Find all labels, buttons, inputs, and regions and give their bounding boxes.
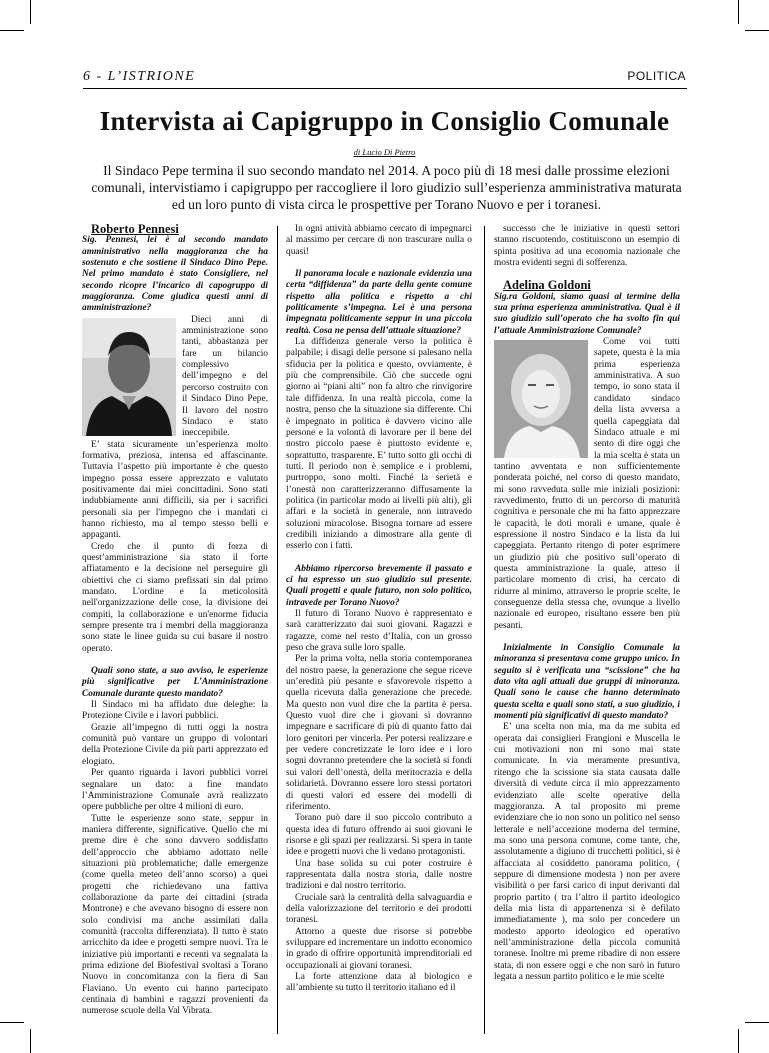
answer: Credo che il punto di forza di quest’amministrazione sia stato il forte affiatamento e la decisione nel perseguire gli obiettivi che ci siamo prefissati sin dal primo mandato. L'ordine e la meticolosità nell'organizzazione delle cose, la divisione dei compiti, la collaborazione e un'enorme fiducia sempre presente tra i membri della maggioranza sono state le linee guida su cui basare il nostro operato. — [82, 541, 268, 654]
answer: Cruciale sarà la centralità della salvaguardia e della valorizzazione del territorio e dei prodotti toranesi. — [286, 892, 472, 926]
column-2 — [286, 224, 472, 995]
article-title: Intervista ai Capigruppo in Consiglio Comunale — [99, 106, 670, 136]
column-rule — [277, 226, 278, 1034]
column-rule — [484, 226, 485, 1034]
column-1 — [82, 224, 268, 1018]
answer: La forte attenzione data al biologico e all’ambiente su tutto il territorio italiano ed il — [286, 972, 472, 994]
question: Inizialmente in Consiglio Comunale la minoranza si presentava come gruppo unico. In seguito si è verificata una “scissione” che ha dato vita agli attuali due gruppi di minoranza. Quali sono le cause che hanno determinato questa scelta e quali sono stati, a suo giudizio, i momenti più significativi di questo mandato? — [494, 643, 680, 722]
question: Il panorama locale e nazionale evidenzia una certa “diffidenza” da parte della gente comune rispetto alla politica e rispetto a chi politicamente s’impegna. Lei è una persona impegnata politicamente seppur in una piccola realtà. Cosa ne pensa dell’attuale situazione? — [286, 269, 472, 336]
answer: In ogni attività abbiamo cercato di impegnarci al massimo per cercare di non trascurare nulla o quasi! — [286, 224, 472, 257]
answer: Tutte le esperienze sono state, seppur in maniera differente, significative. Quello che mi preme dire è che sono davvero soddisfatto dell’approccio che abbiamo adottato nelle situazioni più problematiche; dalle emergenze (come quella meteo dell’anno scorso) a quei progetti che richiedevano una fattiva collaborazione da parte dei cittadini (strada Montrone) e che avevano bisogno di essere non solo condivisi ma anche assimilati dalla comunità (raccolta differenziata). Il tutto è stato arricchito da idee e progetti sempre nuovi. Tra le iniziative più importanti e recenti va segnalata la prima edizione del Biofestival svoltasi a Torano Nuovo in concomitanza con la fiera di San Flaviano. Un evento cui hanno partecipato centinaia di bambini e ragazzi provenienti da numerose scuole della Val Vibrata. — [82, 813, 268, 1017]
portrait-photo — [494, 340, 588, 458]
page-label: 6 - L’ISTRIONE — [83, 69, 196, 84]
section-label: POLITICA — [627, 69, 686, 83]
answer: Torano può dare il suo piccolo contributo a questa idea di futuro offrendo ai suoi giovani le risorse e gli spazi per realizzarsi. Si spera in tante idee e progetti nuovi che li vedano protagonisti. — [286, 813, 472, 858]
answer: Per quanto riguarda i lavori pubblici vorrei segnalare un dato: a fine mandato l’Amministrazione Comunale avrà realizzato opere pubbliche per oltre 4 milioni di euro. — [82, 768, 268, 813]
answer: E’ stata sicuramente un’esperienza molto formativa, preziosa, intensa ed affascinante. Tuttavia l’aspetto più importante è che questo impegno possa essere apprezzato e valutato positivamente dai miei concittadini. Sono stati indubbiamente anni difficili, sia per i sacrifici personali sia per l'impegno che i mandati ci hanno richiesto, ma al tempo stesso belli e appaganti. — [82, 439, 268, 541]
crop-mark — [0, 1022, 24, 1023]
answer: Attorno a queste due risorse si potrebbe sviluppare ed incrementare un indotto economico in grado di offrire opportunità imprenditoriali ed occupazionali ai giovani toranesi. — [286, 926, 472, 971]
crop-mark — [745, 30, 769, 31]
portrait-woman-icon — [494, 340, 588, 458]
answer: Grazie all’impegno di tutti oggi la nostra comunità può vantare un gruppo di volontari della Protezione Civile da più parti apprezzato ed elogiato. — [82, 722, 268, 767]
crop-mark — [30, 0, 31, 24]
answer: E’ una scelta non mia, ma da me subita ed operata dai consiglieri Frangioni e Muscella le cui motivazioni non mi sono mai state comunicate. In via meramente presuntiva, ritengo che la scissione sia stata causata dalle diversità di vedute circa il mio apprezzamento evidenziato alle scelte operative della maggioranza. A tal proposito mi preme evidenziare che io non sono un politico nel senso letterale e nell’accezione moderna del termine, ma sono una persona comune, come tante, che, assolutamente a digiuno di trucchetti politici, si è affacciata al cosiddetto panorama politico, ( seppure di dimensione modesta ) non per avere visibilità o per farsi carico di input derivanti dal proprio partito ( tra l’altro il partito ideologico della mia lista di appartenenza si è defilato immediatamente ), ma solo per concedere un modesto apporto ideologico ed operativo nell’amministrazione della piccola comunità toranese. Inoltre mi preme ribadire di non essere stata, di non essere oggi e che non sarò in futuro legata a nessun partito politico e le mie scelte — [494, 722, 680, 982]
crop-mark — [738, 0, 739, 24]
answer: Il Sindaco mi ha affidato due deleghe: la Protezione Civile e i lavori pubblici. — [82, 700, 268, 722]
article-byline: di Lucio Di Pietro — [353, 147, 416, 157]
article-lead: Il Sindaco Pepe termina il suo secondo mandato nel 2014. A poco più di 18 mesi dalle prossime elezioni comunali, intervistiamo i capigruppo per raccogliere il loro giudizio sull’esperienza amministrativa maturata ed un loro punto di vista circa le prospettive per Torano Nuovo e per i toranesi. — [91, 163, 682, 212]
interviewee-name: Roberto Pennesi — [91, 222, 179, 236]
interviewee-name: Adelina Goldoni — [503, 278, 591, 293]
answer: La diffidenza generale verso la politica è palpabile; i disagi delle persone si palesano nella sfiducia per la politica e questo, ovviamente, è più che comprensibile. Ciò che succede ogni giorno ai “piani alti” non fa altro che rinvigorire tale diffidenza. In una realtà piccola, come la nostra, penso che la situazione sia differente. Chi è impegnato in politica è davvero vicino alle persone e la volontà di lavorare per il bene del nostro piccolo paese è piuttosto evidente e, soprattutto, trasparente. E’ tutto sotto gli occhi di tutti. Il periodo non è semplice e i problemi, purtroppo, sono molti. Finché la serietà e l’onestà non caratterizzeranno diffusamente la politica (in particolar modo ai livelli più alti), gli affari e la società in generale, non intravedo soluzioni miracolose. Bisogna tornare ad essere credibili iniziando a dimostrare alla gente di esserlo con i fatti. — [286, 337, 472, 552]
question: Sig.ra Goldoni, siamo quasi al termine della sua prima esperienza amministrativa. Qual è il suo giudizio sull’operato che ha svolto fin qui l’attuale Amministrazione Comunale? — [494, 291, 680, 336]
crop-mark — [0, 30, 24, 31]
crop-mark — [738, 1029, 739, 1053]
answer: Come voi tutti sapete, questa è la mia prima esperienza amministrativa. A suo tempo, io sono stata il candidato sindaco della lista avversa a quella capeggiata dal Sindaco attuale e mi sento di dire oggi che la mia scelta è stata un tantino avventata e non sufficientemente ponderata poiché, nel corso di questo mandato, mi sono ravveduta sulle mie iniziali posizioni: ravvedimento, frutto di un percorso di maturità cognitiva e personale che mi ha fatto apprezzare le capacità, le doti morali e umane, quale è espressione il nostro Sindaco e la lista da lui capeggiata. Pertanto ritengo di poter esprimere un giudizio più che positivo sull’operato di questa amministrazione la quale, atteso il particolare momento di crisi, ha cercato di ridurre al minimo, attraverso le proprie scelte, le conseguenze della stessa che, ovunque a livello nazionale ed europeo, risultano essere ben più pesanti. — [494, 337, 680, 631]
crop-mark — [745, 1022, 769, 1023]
answer: Dieci anni di amministrazione sono tanti, abbastanza per fare un bilancio complessivo dell’impegno e del percorso costruito con il Sindaco Dino Pepe. Il lavoro del nostro Sindaco e stato ineccepibile. — [182, 314, 268, 439]
question: Abbiamo ripercorso brevemente il passato e ci ha espresso un suo giudizio sul presente. Quali progetti e quale futuro, non solo politico, intravede per Torano Nuovo? — [286, 563, 472, 608]
header-rule — [83, 88, 687, 89]
question: Quali sono state, a suo avviso, le esperienze più significative per L’Amministrazione Comunale durante questo mandato? — [82, 666, 268, 699]
column-3 — [494, 224, 680, 983]
answer: Una base solida su cui poter costruire è rappresentata dalla nostra storia, dalle nostre tradizioni e dal nostro territorio. — [286, 858, 472, 892]
question: Sig. Pennesi, lei è al secondo mandato amministrativo nella maggioranza che ha sostenuto e che sostiene il Sindaco Dino Pepe. Nel primo mandato è stato Consigliere, nel secondo ricopre l’incarico di capogruppo di maggioranza. Come giudica questi anni di amministrazione? — [82, 235, 268, 314]
answer: Per la prima volta, nella storia contemporanea del nostro paese, la generazione che segue riceve un’eredità più pesante e sfavorevole rispetto a quella ricevuta dalla generazione che precede. Ma questo non vuol dire che la partita è persa. Questo vuol dire che i giovani si dovranno impegnare e sacrificare di più di quanto fatto dai loro genitori per vincerla. Per potersi realizzare e per vedere concretizzate le loro idee e i loro sogni dovranno pretendere che la società si fondi sui valori dell’onestà, della meritocrazia e della solidarietà. Dovranno essere loro stessi portatori di questi valori ed essere dei modelli di riferimento. — [286, 654, 472, 812]
portrait-man-icon — [82, 318, 176, 436]
answer: Il futuro di Torano Nuovo è rappresentato e sarà caratterizzato dai suoi giovani. Ragazzi e ragazze, come nel resto d’Italia, con un grosso peso che grava sulle loro spalle. — [286, 609, 472, 654]
answer: successo che le iniziative in questi settori stanno riscuotendo, costituiscono un esempio di spinta positiva ad una economia nazionale che mostra evidenti segni di sofferenza. — [494, 224, 680, 269]
portrait-photo — [82, 318, 176, 436]
crop-mark — [30, 1029, 31, 1053]
